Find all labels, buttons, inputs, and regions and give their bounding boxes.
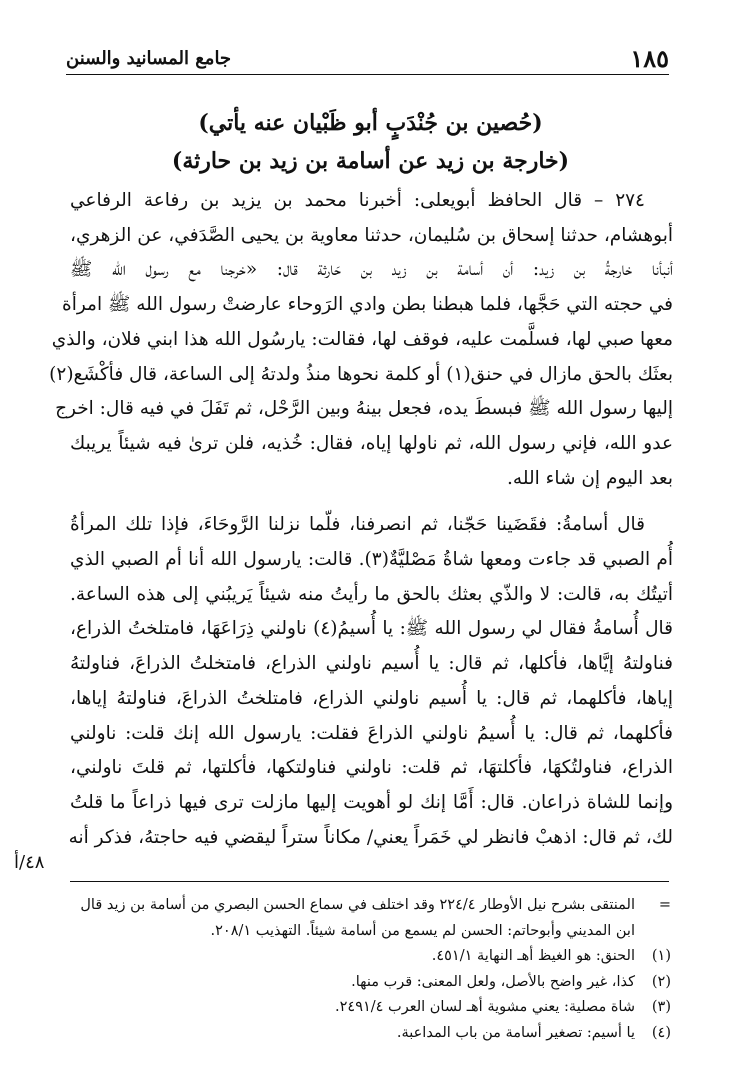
- footnote: [70, 995, 671, 1021]
- footnote-mark: (٣): [651, 999, 671, 1015]
- paragraph-gap: [70, 496, 673, 508]
- footnote-mark: =: [658, 897, 671, 913]
- footnotes: [70, 893, 671, 1046]
- text-line: ٢٧٤ – قال الحافظ أبويعلى: أخبرنا محمد بن يزيد بن رفاعة الرفاعي: [70, 190, 645, 211]
- footnote-text: شاة مصلية: يعني مشوية أهـ لسان العرب ٢٤٩١/٤.: [335, 999, 635, 1015]
- page-header: [66, 40, 669, 75]
- footnote-text: يا أسيم: تصغير أسامة من باب المداعبة.: [396, 1024, 635, 1041]
- text-line: إليها رسول الله ﷺ فبسطَ يده، فجعل بينهُ وبين الرَّحْل، ثم تَفَلَ في فيه قال: اخرج: [55, 398, 673, 420]
- section-headings: [70, 104, 671, 180]
- manuscript-folio-note: ٤٨/أ: [14, 852, 45, 873]
- footnote-text: ابن المديني وأبوحاتم: الحسن لم يسمع من أسامة شيئاً. التهذيب ٢٠٨/١.: [210, 922, 635, 939]
- footnote: [70, 1021, 671, 1047]
- footnote-separator: [70, 881, 669, 882]
- text-line: الذراع، فناولتُكهَا، فأكلتهَا، ثم قلت: ناولني فناولتكها، فأكلتها، ثم قلتَ ناولني،: [70, 757, 673, 779]
- text-line: لك، ثم قال: اذهبْ فانظر لي خَمَراً يعني/ مكاناً ستراً ليقضي فيه حاجتهُ، فذكر أنه: [68, 826, 673, 848]
- footnote-mark: (١): [651, 948, 671, 964]
- text-line: أُم الصبي قد جاءت ومعها شاةُ مَصْليَّةٌ(٣). قالت: يارسول الله أنا أم الصبي الذي: [70, 549, 673, 571]
- text-line: في حجته التي حَجَّها، فلما هبطنا بطن وادي الرَوحاء عارضتْ رسول الله ﷺ امرأة: [62, 294, 673, 316]
- footnote: [70, 893, 671, 919]
- running-title: جامع المسانيد والسنن: [66, 48, 232, 69]
- text-line: بعد اليوم إن شاء الله.: [507, 467, 673, 489]
- text-line: فأكلهما، ثم قال: يا أُسيمُ ناولني الذراعَ فقلت: يارسول الله إنك قلت: ناولني: [70, 722, 673, 744]
- section-heading: (خارجة بن زيد عن أسامة بن زيد بن حارثة): [171, 148, 570, 174]
- footnote: [70, 919, 671, 945]
- section-heading: (حُصين بن جُنْدَبٍ أبو ظَبْيان عنه يأتي): [198, 110, 543, 136]
- page-number: ١٨٥: [630, 44, 669, 73]
- footnote-text: الحنق: هو الغيظ أهـ النهاية ٤٥١/١.: [431, 948, 635, 964]
- text-line: عدو الله، فإني رسول الله، ثم ناولها إياه، فقال: خُذيه، فلن ترىٰ فيه شيئاً يريبك: [70, 432, 673, 454]
- footnote-mark: (٢): [651, 973, 671, 990]
- text-line: أتيتُك به، قالت: لا والذّي بعثك بالحق ما رأيتُ منه شيئاً يَريبُني إلى هذه الساعة.: [70, 583, 673, 605]
- hadith-text: [49, 184, 674, 855]
- text-line: قال أُسامةُ فقال لي رسول الله ﷺ: يا أُسيمُ(٤) ناولني ذِرَاعَهَا، فامتلختُ الذراع،: [70, 618, 674, 640]
- text-line: فناولتهُ إيَّاها، فأكلها، ثم قال: يا أُسيم ناولني الذراع، فامتخلتُ الذراعَ، فناولتهُ: [70, 653, 673, 675]
- footnote: [70, 970, 671, 996]
- text-line: قال أسامةُ: فقَضَينا حَجّنا، ثم انصرفنا، فلّما نزلنا الرَّوحَاءَ، فإذا تلك المرأةُ: [70, 514, 645, 536]
- text-line: أنبأنا خارجةُ بن زيد: أن أسامة بن زيد بن حَارثة قال: «خرجنا مع رسول الله ﷺ: [70, 259, 673, 281]
- footnote: [70, 944, 671, 970]
- text-line: إياها، فأكلهما، ثم قال: يا أُسيم ناولني الذراع، فامتلختُ الذراعَ، فناولتهُ إياها،: [70, 687, 673, 709]
- text-line: وإنما للشاة ذراعان. قال: أَمَّا إنك لو أهويت إليها مازلت ترى فيها ذراعاً ما قلتُ: [70, 791, 673, 813]
- footnote-mark: (٤): [651, 1024, 671, 1041]
- footnote-text: المنتقى بشرح نيل الأوطار ٢٢٤/٤ وقد اختلف في سماع الحسن البصري من أسامة بن زيد قال: [80, 897, 635, 913]
- text-line: بعثَك بالحق مازال في حنق(١) أو كلمة نحوها منذُ ولدتهُ إلى الساعة، قال فأكْشَع(٢): [49, 363, 673, 385]
- text-line: أبوهشام، حدثنا إسحاق بن سُليمان، حدثنا معاوية بن يحيى الصَّدَفي، عن الزهري،: [70, 224, 673, 246]
- text-line: معها صبي لها، فسلَّمت عليه، فوقف لها، فقالت: يارسُول الله هذا ابني فلان، والذي: [51, 328, 673, 350]
- footnote-text: كذا، غير واضح بالأصل، ولعل المعنى: قرب منها.: [351, 973, 635, 990]
